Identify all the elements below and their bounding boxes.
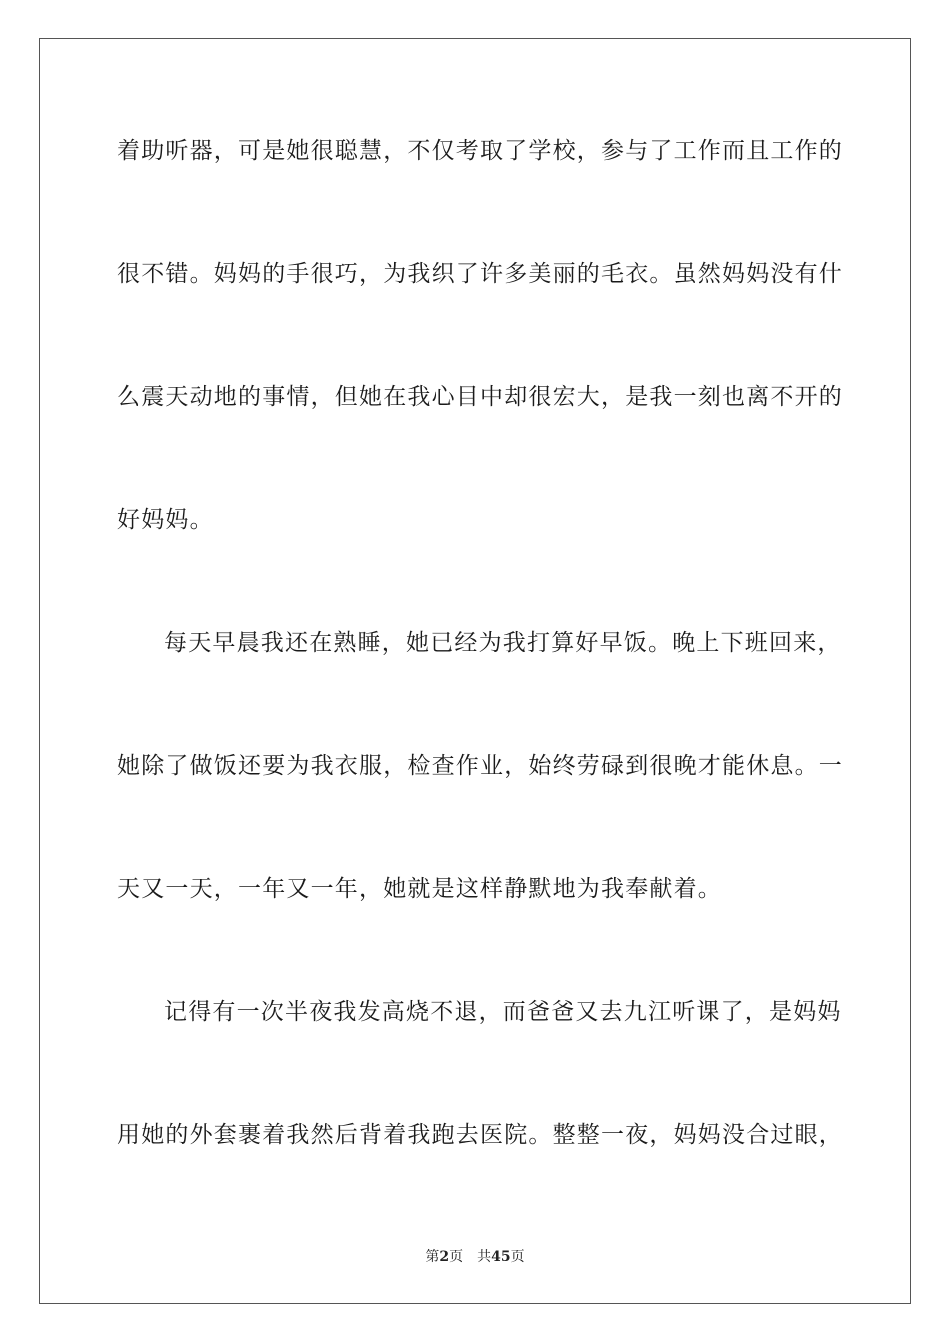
text-line-3: 么震天动地的事情，但她在我心目中却很宏大，是我一刻也离不开的 (117, 384, 843, 410)
text-line-8: 记得有一次半夜我发高烧不退，而爸爸又去九江听课了，是妈妈 (164, 999, 842, 1025)
footer-page-number: 2 (439, 1249, 450, 1265)
footer-page-prefix: 第 (425, 1249, 440, 1265)
text-line-5: 每天早晨我还在熟睡，她已经为我打算好早饭。晚上下班回来， (164, 630, 842, 656)
page-border (39, 38, 911, 1304)
text-line-6: 她除了做饭还要为我衣服，检查作业，始终劳碌到很晚才能休息。一 (117, 753, 843, 779)
text-line-9: 用她的外套裹着我然后背着我跑去医院。整整一夜，妈妈没合过眼， (117, 1122, 843, 1148)
footer-page-suffix: 页 (449, 1249, 464, 1265)
text-line-1: 着助听器，可是她很聪慧，不仅考取了学校，参与了工作而且工作的 (117, 138, 843, 164)
footer-total-pages: 45 (491, 1249, 511, 1265)
footer-total-prefix: 共 (477, 1249, 492, 1265)
text-line-2: 很不错。妈妈的手很巧，为我织了许多美丽的毛衣。虽然妈妈没有什 (117, 261, 843, 287)
footer-total-suffix: 页 (510, 1249, 525, 1265)
text-line-4: 好妈妈。 (117, 507, 214, 533)
text-line-7: 天又一天，一年又一年，她就是这样静默地为我奉献着。 (117, 876, 722, 902)
page-footer (0, 1248, 950, 1266)
